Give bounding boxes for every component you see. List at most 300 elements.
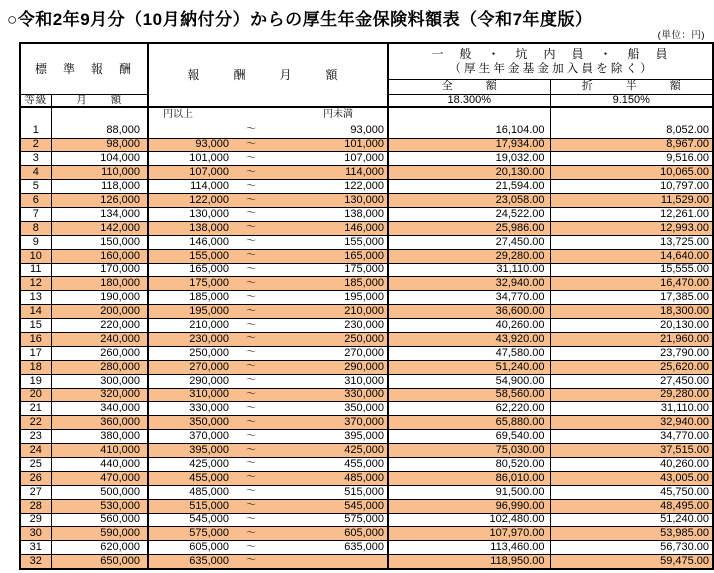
half-rate-header: 9.150% xyxy=(550,94,713,107)
grade-cell: 12 xyxy=(20,277,51,291)
grade-cell: 2 xyxy=(20,138,51,152)
reward-range-cell xyxy=(148,207,388,221)
full-amount-cell: 65,880.00 xyxy=(388,416,550,430)
reward-range-cell xyxy=(148,416,388,430)
full-amount-cell: 31,110.00 xyxy=(388,263,550,277)
tilde-separator: ～ xyxy=(246,444,257,456)
table-row xyxy=(20,291,713,305)
tilde-separator: ～ xyxy=(246,555,257,567)
range-from-value: 635,000 xyxy=(189,554,230,567)
table-row xyxy=(20,277,713,291)
grade-cell: 13 xyxy=(20,291,51,305)
half-amount-cell: 25,620.00 xyxy=(550,360,713,374)
table-row xyxy=(20,416,713,430)
full-rate-header: 18.300% xyxy=(388,94,550,107)
monthly-amount-cell: 620,000 xyxy=(51,541,148,555)
grade-cell: 19 xyxy=(20,374,51,388)
half-amount-cell: 56,730.00 xyxy=(550,541,713,555)
full-amount-cell: 25,986.00 xyxy=(388,221,550,235)
monthly-amount-cell: 98,000 xyxy=(51,138,148,152)
range-to-value: 250,000 xyxy=(344,332,385,345)
grade-cell: 5 xyxy=(20,180,51,194)
monthly-amount-cell: 88,000 xyxy=(51,107,148,138)
range-to-value: 155,000 xyxy=(344,235,385,248)
half-amount-cell: 29,280.00 xyxy=(550,388,713,402)
grade-cell: 4 xyxy=(20,166,51,180)
range-from-value: 605,000 xyxy=(189,541,230,554)
range-to-value: 290,000 xyxy=(344,360,385,373)
reward-range-cell xyxy=(148,221,388,235)
table-row xyxy=(20,194,713,208)
reward-range-line xyxy=(149,376,387,387)
monthly-amount-cell: 200,000 xyxy=(51,305,148,319)
range-from-value: 122,000 xyxy=(189,194,230,206)
reward-range-cell xyxy=(148,291,388,305)
full-amount-cell: 17,934.00 xyxy=(388,138,550,152)
range-to-value: 605,000 xyxy=(344,527,385,540)
range-to-value: 210,000 xyxy=(344,305,385,318)
reward-range-cell xyxy=(148,194,388,208)
full-amount-cell: 118,950.00 xyxy=(388,555,550,569)
reward-range-cell xyxy=(148,249,388,263)
monthly-amount-cell: 220,000 xyxy=(51,319,148,333)
grade-cell: 6 xyxy=(20,194,51,208)
half-amount-cell: 20,130.00 xyxy=(550,319,713,333)
reward-range-line xyxy=(149,125,387,136)
tilde-separator: ～ xyxy=(246,333,257,345)
full-amount-cell: 51,240.00 xyxy=(388,360,550,374)
range-from-value: 395,000 xyxy=(189,444,230,457)
half-amount-cell: 59,475.00 xyxy=(550,555,713,569)
reward-range-cell xyxy=(148,152,388,166)
full-amount-cell: 34,770.00 xyxy=(388,291,550,305)
grade-cell: 30 xyxy=(20,527,51,541)
range-from-value: 310,000 xyxy=(189,388,230,401)
monthly-amount-cell: 160,000 xyxy=(51,249,148,263)
range-to-value: 122,000 xyxy=(344,180,385,193)
monthly-amount-cell: 530,000 xyxy=(51,499,148,513)
monthly-amount-cell: 560,000 xyxy=(51,513,148,527)
grade-cell: 25 xyxy=(20,457,51,471)
tilde-separator: ～ xyxy=(246,166,257,178)
table-row xyxy=(20,319,713,333)
full-amount-cell: 58,560.00 xyxy=(388,388,550,402)
header-row-top xyxy=(20,43,713,79)
reward-range-line xyxy=(149,278,387,289)
grade-cell: 27 xyxy=(20,485,51,499)
full-amount-cell: 24,522.00 xyxy=(388,207,550,221)
reward-range-line xyxy=(149,362,387,373)
range-from-value: 175,000 xyxy=(189,277,230,290)
tilde-separator: ～ xyxy=(246,375,257,387)
range-to-value: 195,000 xyxy=(344,291,385,304)
range-to-value: 185,000 xyxy=(344,277,385,290)
range-from-value: 195,000 xyxy=(189,305,230,318)
reward-range-line xyxy=(149,514,387,525)
full-amount-cell: 29,280.00 xyxy=(388,249,550,263)
reward-range-line xyxy=(149,320,387,331)
grade-cell: 3 xyxy=(20,152,51,166)
table-row xyxy=(20,555,713,569)
tilde-separator: ～ xyxy=(246,513,257,525)
tilde-separator: ～ xyxy=(246,138,257,150)
table-row xyxy=(20,541,713,555)
general-header-line2: （ 厚 生 年 金 基 金 加 入 員 を 除 く ） xyxy=(449,62,652,75)
half-amount-cell: 45,750.00 xyxy=(550,485,713,499)
range-to-value: 270,000 xyxy=(344,346,385,359)
monthly-amount-cell: 360,000 xyxy=(51,416,148,430)
reward-range-line xyxy=(149,542,387,553)
full-amount-cell: 62,220.00 xyxy=(388,402,550,416)
reward-range-cell xyxy=(148,180,388,194)
range-to-value: 138,000 xyxy=(344,207,385,220)
range-to-value: 635,000 xyxy=(344,541,385,554)
range-unit-labels xyxy=(149,110,387,125)
half-amount-cell: 13,725.00 xyxy=(550,235,713,249)
range-to-value: 146,000 xyxy=(344,221,385,234)
full-amount-cell: 102,480.00 xyxy=(388,513,550,527)
reward-range-line xyxy=(149,292,387,303)
grade-cell: 31 xyxy=(20,541,51,555)
range-from-value: 545,000 xyxy=(189,513,230,526)
unit-note: (単位：円) xyxy=(657,30,705,41)
reward-range-cell xyxy=(148,263,388,277)
general-group-header xyxy=(388,43,713,79)
reward-range-cell xyxy=(148,277,388,291)
table-row xyxy=(20,180,713,194)
range-from-value: 101,000 xyxy=(189,152,230,165)
tilde-separator: ～ xyxy=(246,347,257,359)
table-row xyxy=(20,374,713,388)
grade-cell: 28 xyxy=(20,499,51,513)
monthly-amount-cell: 300,000 xyxy=(51,374,148,388)
tilde-separator: ～ xyxy=(246,194,257,206)
tilde-separator: ～ xyxy=(246,319,257,331)
range-from-value: 270,000 xyxy=(189,360,230,373)
half-amount-cell: 37,515.00 xyxy=(550,444,713,458)
full-amount-cell: 47,580.00 xyxy=(388,346,550,360)
grade-cell: 20 xyxy=(20,388,51,402)
full-amount-cell: 32,940.00 xyxy=(388,277,550,291)
reward-range-cell xyxy=(148,107,388,138)
tilde-separator: ～ xyxy=(246,305,257,317)
range-to-value: 165,000 xyxy=(344,249,385,262)
full-amount-cell: 69,540.00 xyxy=(388,430,550,444)
reward-range-cell xyxy=(148,166,388,180)
reward-range-line xyxy=(149,389,387,400)
half-amount-cell: 8,052.00 xyxy=(550,107,713,138)
range-from-value: 370,000 xyxy=(189,430,230,443)
reward-range-line xyxy=(149,237,387,248)
monthly-amount-cell: 142,000 xyxy=(51,221,148,235)
tilde-separator: ～ xyxy=(246,527,257,539)
tilde-separator: ～ xyxy=(246,500,257,512)
reward-range-cell xyxy=(148,346,388,360)
monthly-amount-cell: 440,000 xyxy=(51,457,148,471)
range-to-value: 107,000 xyxy=(344,152,385,165)
full-amount-cell: 113,460.00 xyxy=(388,541,550,555)
tilde-separator: ～ xyxy=(246,208,257,220)
reward-range-cell xyxy=(148,471,388,485)
table-row xyxy=(20,527,713,541)
reward-monthly-header: 報 酬 月 額 xyxy=(148,43,388,107)
tilde-separator: ～ xyxy=(246,472,257,484)
general-header-line1: 一 般 ・ 坑 内 員 ・ 船 員 xyxy=(431,46,670,61)
tilde-separator: ～ xyxy=(246,250,257,262)
full-amount-cell: 107,970.00 xyxy=(388,527,550,541)
full-amount-cell: 16,104.00 xyxy=(388,107,550,138)
monthly-amount-cell: 110,000 xyxy=(51,166,148,180)
table-row xyxy=(20,485,713,499)
half-amount-cell: 12,993.00 xyxy=(550,221,713,235)
reward-range-cell xyxy=(148,360,388,374)
range-from-value: 485,000 xyxy=(189,485,230,498)
half-amount-cell: 53,985.00 xyxy=(550,527,713,541)
tilde-separator: ～ xyxy=(246,222,257,234)
monthly-amount-cell: 340,000 xyxy=(51,402,148,416)
monthly-amount-cell: 118,000 xyxy=(51,180,148,194)
reward-range-cell xyxy=(148,332,388,346)
table-row xyxy=(20,138,713,152)
tilde-separator: ～ xyxy=(246,541,257,553)
range-to-value: 175,000 xyxy=(344,263,385,276)
table-row xyxy=(20,332,713,346)
half-amount-cell: 16,470.00 xyxy=(550,277,713,291)
table-row xyxy=(20,207,713,221)
table-row xyxy=(20,430,713,444)
range-from-value: 330,000 xyxy=(189,402,230,415)
table-row xyxy=(20,249,713,263)
grade-cell: 11 xyxy=(20,263,51,277)
full-amount-cell: 21,594.00 xyxy=(388,180,550,194)
range-to-value: 515,000 xyxy=(344,485,385,498)
half-amount-header: 折 半 額 xyxy=(550,79,713,94)
half-amount-cell: 10,065.00 xyxy=(550,166,713,180)
range-from-value: 93,000 xyxy=(195,138,230,151)
full-amount-cell: 80,520.00 xyxy=(388,457,550,471)
full-amount-cell: 36,600.00 xyxy=(388,305,550,319)
tilde-separator: ～ xyxy=(246,458,257,470)
reward-range-line xyxy=(149,167,387,178)
tilde-separator: ～ xyxy=(246,291,257,303)
reward-range-cell xyxy=(148,513,388,527)
reward-range-line xyxy=(149,264,387,275)
table-row xyxy=(20,360,713,374)
range-from-value: 455,000 xyxy=(189,471,230,484)
full-amount-cell: 19,032.00 xyxy=(388,152,550,166)
reward-range-line xyxy=(149,306,387,317)
table-row xyxy=(20,346,713,360)
monthly-amount-cell: 320,000 xyxy=(51,388,148,402)
range-to-value: 485,000 xyxy=(344,471,385,484)
reward-range-line xyxy=(149,487,387,498)
tilde-separator: ～ xyxy=(246,180,257,192)
grade-cell: 14 xyxy=(20,305,51,319)
reward-range-line xyxy=(149,139,387,150)
range-from-value: 350,000 xyxy=(189,416,230,429)
reward-range-line xyxy=(149,209,387,220)
grade-cell: 17 xyxy=(20,346,51,360)
full-amount-cell: 27,450.00 xyxy=(388,235,550,249)
range-from-value: 138,000 xyxy=(189,221,230,234)
half-amount-cell: 23,790.00 xyxy=(550,346,713,360)
reward-range-cell xyxy=(148,444,388,458)
grade-cell: 10 xyxy=(20,249,51,263)
range-to-value: 425,000 xyxy=(344,444,385,457)
monthly-amount-cell: 410,000 xyxy=(51,444,148,458)
reward-range-line xyxy=(149,528,387,539)
full-amount-cell: 54,900.00 xyxy=(388,374,550,388)
monthly-amount-cell: 280,000 xyxy=(51,360,148,374)
half-amount-cell: 18,300.00 xyxy=(550,305,713,319)
table-row xyxy=(20,166,713,180)
reward-range-line xyxy=(149,181,387,192)
table-row xyxy=(20,152,713,166)
full-amount-cell: 20,130.00 xyxy=(388,166,550,180)
full-amount-cell: 96,990.00 xyxy=(388,499,550,513)
range-from-value: 185,000 xyxy=(189,291,230,304)
grade-cell: 9 xyxy=(20,235,51,249)
table-row xyxy=(20,471,713,485)
reward-range-line xyxy=(149,403,387,414)
reward-range-cell xyxy=(148,319,388,333)
reward-range-line xyxy=(149,251,387,262)
monthly-amount-cell: 150,000 xyxy=(51,235,148,249)
reward-range-cell xyxy=(148,235,388,249)
reward-range-cell xyxy=(148,430,388,444)
range-from-value: 130,000 xyxy=(189,207,230,220)
reward-range-line xyxy=(149,501,387,512)
range-to-value: 455,000 xyxy=(344,457,385,470)
reward-range-cell xyxy=(148,457,388,471)
range-from-value: 146,000 xyxy=(189,235,230,248)
monthly-amount-cell: 180,000 xyxy=(51,277,148,291)
half-amount-cell: 8,967.00 xyxy=(550,138,713,152)
monthly-amount-cell: 500,000 xyxy=(51,485,148,499)
grade-cell: 21 xyxy=(20,402,51,416)
grade-cell: 16 xyxy=(20,332,51,346)
grade-cell: 1 xyxy=(20,107,51,138)
half-amount-cell: 31,110.00 xyxy=(550,402,713,416)
range-from-value: 515,000 xyxy=(189,499,230,512)
full-amount-header: 全 額 xyxy=(388,79,550,94)
range-to-value: 575,000 xyxy=(344,513,385,526)
page-title: ○令和2年9月分（10月納付分）からの厚生年金保険料額表（令和7年度版） xyxy=(7,10,593,29)
half-amount-cell: 21,960.00 xyxy=(550,332,713,346)
reward-range-line xyxy=(149,445,387,456)
tilde-separator: ～ xyxy=(246,416,257,428)
table-body xyxy=(20,43,713,569)
yen-under-label: 円未満 xyxy=(323,108,354,120)
standard-reward-header: 標 準 報 酬 xyxy=(20,43,148,94)
range-from-value: 165,000 xyxy=(189,263,230,276)
range-from-value: 114,000 xyxy=(190,180,230,193)
reward-range-cell xyxy=(148,499,388,513)
grade-cell: 29 xyxy=(20,513,51,527)
half-amount-cell: 10,797.00 xyxy=(550,180,713,194)
range-to-value: 230,000 xyxy=(344,319,385,332)
tilde-separator: ～ xyxy=(246,124,257,135)
range-from-value: 107,000 xyxy=(189,166,230,179)
tilde-separator: ～ xyxy=(246,263,257,275)
table-row xyxy=(20,402,713,416)
monthly-amount-header: 月 額 xyxy=(51,94,148,107)
reward-range-cell xyxy=(148,555,388,569)
tilde-separator: ～ xyxy=(246,361,257,373)
reward-range-line xyxy=(149,334,387,345)
reward-range-line xyxy=(149,431,387,442)
half-amount-cell: 34,770.00 xyxy=(550,430,713,444)
monthly-amount-cell: 190,000 xyxy=(51,291,148,305)
reward-range-line xyxy=(149,417,387,428)
full-amount-cell: 86,010.00 xyxy=(388,471,550,485)
half-amount-cell: 48,495.00 xyxy=(550,499,713,513)
table-row xyxy=(20,235,713,249)
grade-cell: 18 xyxy=(20,360,51,374)
reward-range-cell xyxy=(148,305,388,319)
range-from-value: 250,000 xyxy=(189,346,230,359)
reward-range-line xyxy=(149,223,387,234)
grade-cell: 26 xyxy=(20,471,51,485)
full-amount-cell: 40,260.00 xyxy=(388,319,550,333)
half-amount-cell: 9,516.00 xyxy=(550,152,713,166)
grade-cell: 23 xyxy=(20,430,51,444)
monthly-amount-cell: 590,000 xyxy=(51,527,148,541)
half-amount-cell: 43,005.00 xyxy=(550,471,713,485)
tilde-separator: ～ xyxy=(246,236,257,248)
full-amount-cell: 23,058.00 xyxy=(388,194,550,208)
table-row xyxy=(20,221,713,235)
table-row xyxy=(20,444,713,458)
monthly-amount-cell: 470,000 xyxy=(51,471,148,485)
range-to-value: 101,000 xyxy=(344,138,385,151)
tilde-separator: ～ xyxy=(246,388,257,400)
range-from-value: 230,000 xyxy=(189,332,230,345)
reward-range-cell xyxy=(148,527,388,541)
table-row xyxy=(20,263,713,277)
yen-over-label: 円以上 xyxy=(163,108,194,120)
table-row xyxy=(20,513,713,527)
full-amount-cell: 75,030.00 xyxy=(388,444,550,458)
grade-header: 等級 xyxy=(20,94,51,107)
tilde-separator: ～ xyxy=(246,430,257,442)
reward-range-line xyxy=(149,459,387,470)
reward-range-cell xyxy=(148,388,388,402)
reward-range-line xyxy=(149,195,387,206)
half-amount-cell: 40,260.00 xyxy=(550,457,713,471)
half-amount-cell: 27,450.00 xyxy=(550,374,713,388)
range-to-value: 545,000 xyxy=(344,499,385,512)
monthly-amount-cell: 650,000 xyxy=(51,555,148,569)
table-row xyxy=(20,499,713,513)
range-to-value: 93,000 xyxy=(350,123,385,136)
half-amount-cell: 14,640.00 xyxy=(550,249,713,263)
reward-range-cell xyxy=(148,485,388,499)
reward-range-cell xyxy=(148,374,388,388)
premium-table xyxy=(19,42,714,570)
range-to-value: 130,000 xyxy=(344,194,385,206)
monthly-amount-cell: 170,000 xyxy=(51,263,148,277)
range-to-value: 310,000 xyxy=(344,374,385,387)
table-row xyxy=(20,107,713,138)
reward-range-line xyxy=(149,348,387,359)
reward-range-cell xyxy=(148,138,388,152)
table-row xyxy=(20,388,713,402)
range-from-value: 425,000 xyxy=(189,457,230,470)
reward-range-cell xyxy=(148,402,388,416)
half-amount-cell: 17,385.00 xyxy=(550,291,713,305)
reward-range-line xyxy=(149,473,387,484)
